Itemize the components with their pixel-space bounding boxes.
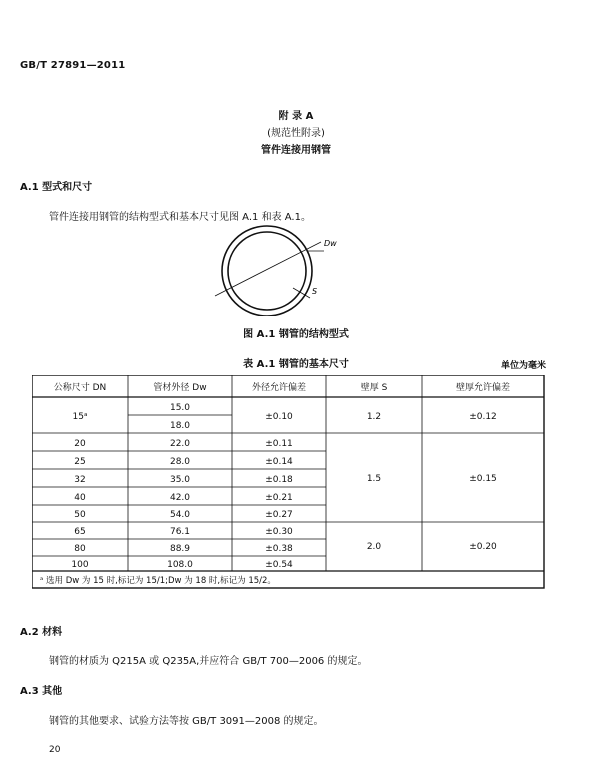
cell-wall-tol: ±0.20 — [469, 542, 497, 552]
cell-dn: 25 — [74, 457, 86, 467]
cell-od: 76.1 — [169, 527, 191, 537]
cell-dn: 50 — [74, 510, 86, 520]
appendix-type: (规范性附录) — [267, 128, 325, 139]
cell-od: 18.0 — [169, 421, 191, 431]
table-caption: 表 A.1 钢管的基本尺寸 — [243, 359, 349, 370]
table-unit: 单位为毫米 — [500, 361, 546, 371]
cell-od-tol: ±0.54 — [265, 560, 293, 570]
cell-wall-tol: ±0.12 — [469, 412, 497, 422]
standard-number: GB/T 27891—2011 — [20, 60, 126, 71]
cell-dn: 65 — [74, 527, 86, 537]
figure-caption: 图 A.1 钢管的结构型式 — [243, 329, 349, 340]
cell-dn: 15ᵃ — [72, 412, 88, 422]
cell-od-tol: ±0.30 — [265, 527, 293, 537]
appendix-subtitle: 管件连接用钢管 — [261, 145, 331, 156]
pipe-outer-circle — [222, 226, 312, 316]
section-a3-text: 钢管的其他要求、试验方法等按 GB/T 3091—2008 的规定。 — [49, 716, 324, 727]
cell-od: 22.0 — [169, 439, 191, 449]
cell-od-tol: ±0.27 — [265, 510, 293, 520]
header-wall: 壁厚 S — [360, 383, 388, 393]
cell-wall-tol: ±0.15 — [469, 474, 497, 484]
cell-od-tol: ±0.38 — [265, 544, 293, 554]
cell-od-tol: ±0.10 — [265, 412, 293, 422]
cell-od: 108.0 — [167, 560, 193, 570]
cell-wall: 2.0 — [366, 542, 382, 552]
cell-od-tol: ±0.11 — [265, 439, 293, 449]
cell-dn: 40 — [74, 493, 86, 503]
header-od: 管材外径 Dw — [153, 383, 207, 393]
pipe-cross-section-figure — [200, 224, 360, 316]
cell-od-tol: ±0.14 — [265, 457, 293, 467]
cell-od: 88.9 — [169, 544, 191, 554]
pipe-inner-circle — [228, 232, 306, 310]
section-a1-heading: A.1 型式和尺寸 — [20, 182, 93, 193]
cell-od: 42.0 — [169, 493, 191, 503]
cell-od: 28.0 — [169, 457, 191, 467]
cell-od: 15.0 — [169, 403, 191, 413]
cell-dn: 20 — [74, 439, 86, 449]
section-a2-text: 钢管的材质为 Q215A 或 Q235A,并应符合 GB/T 700—2006 的规定。 — [49, 656, 368, 667]
header-wall-tol: 壁厚允许偏差 — [455, 383, 511, 393]
cell-dn: 100 — [71, 560, 89, 570]
cell-od-tol: ±0.21 — [265, 493, 293, 503]
cell-od: 54.0 — [169, 510, 191, 520]
cell-od-tol: ±0.18 — [265, 475, 293, 485]
section-a3-heading: A.3 其他 — [20, 686, 63, 697]
page-number: 20 — [49, 745, 61, 755]
section-a2-heading: A.2 材料 — [20, 627, 63, 638]
section-a1-text: 管件连接用钢管的结构型式和基本尺寸见图 A.1 和表 A.1。 — [49, 212, 311, 223]
cell-dn: 32 — [74, 475, 86, 485]
dimension-table — [32, 375, 546, 590]
header-dn: 公称尺寸 DN — [53, 383, 107, 393]
appendix-title: 附 录 A — [278, 111, 314, 122]
cell-od: 35.0 — [169, 475, 191, 485]
header-od-tol: 外径允许偏差 — [251, 383, 307, 393]
cell-wall: 1.2 — [366, 412, 382, 422]
cell-wall: 1.5 — [366, 474, 382, 484]
table-footnote: ᵃ 选用 Dw 为 15 时,标记为 15/1;Dw 为 18 时,标记为 15/2。 — [40, 576, 276, 586]
cell-dn: 80 — [74, 544, 86, 554]
diameter-leader-line — [215, 242, 321, 296]
label-wall: S — [312, 287, 318, 296]
label-od: Dw — [324, 239, 337, 248]
